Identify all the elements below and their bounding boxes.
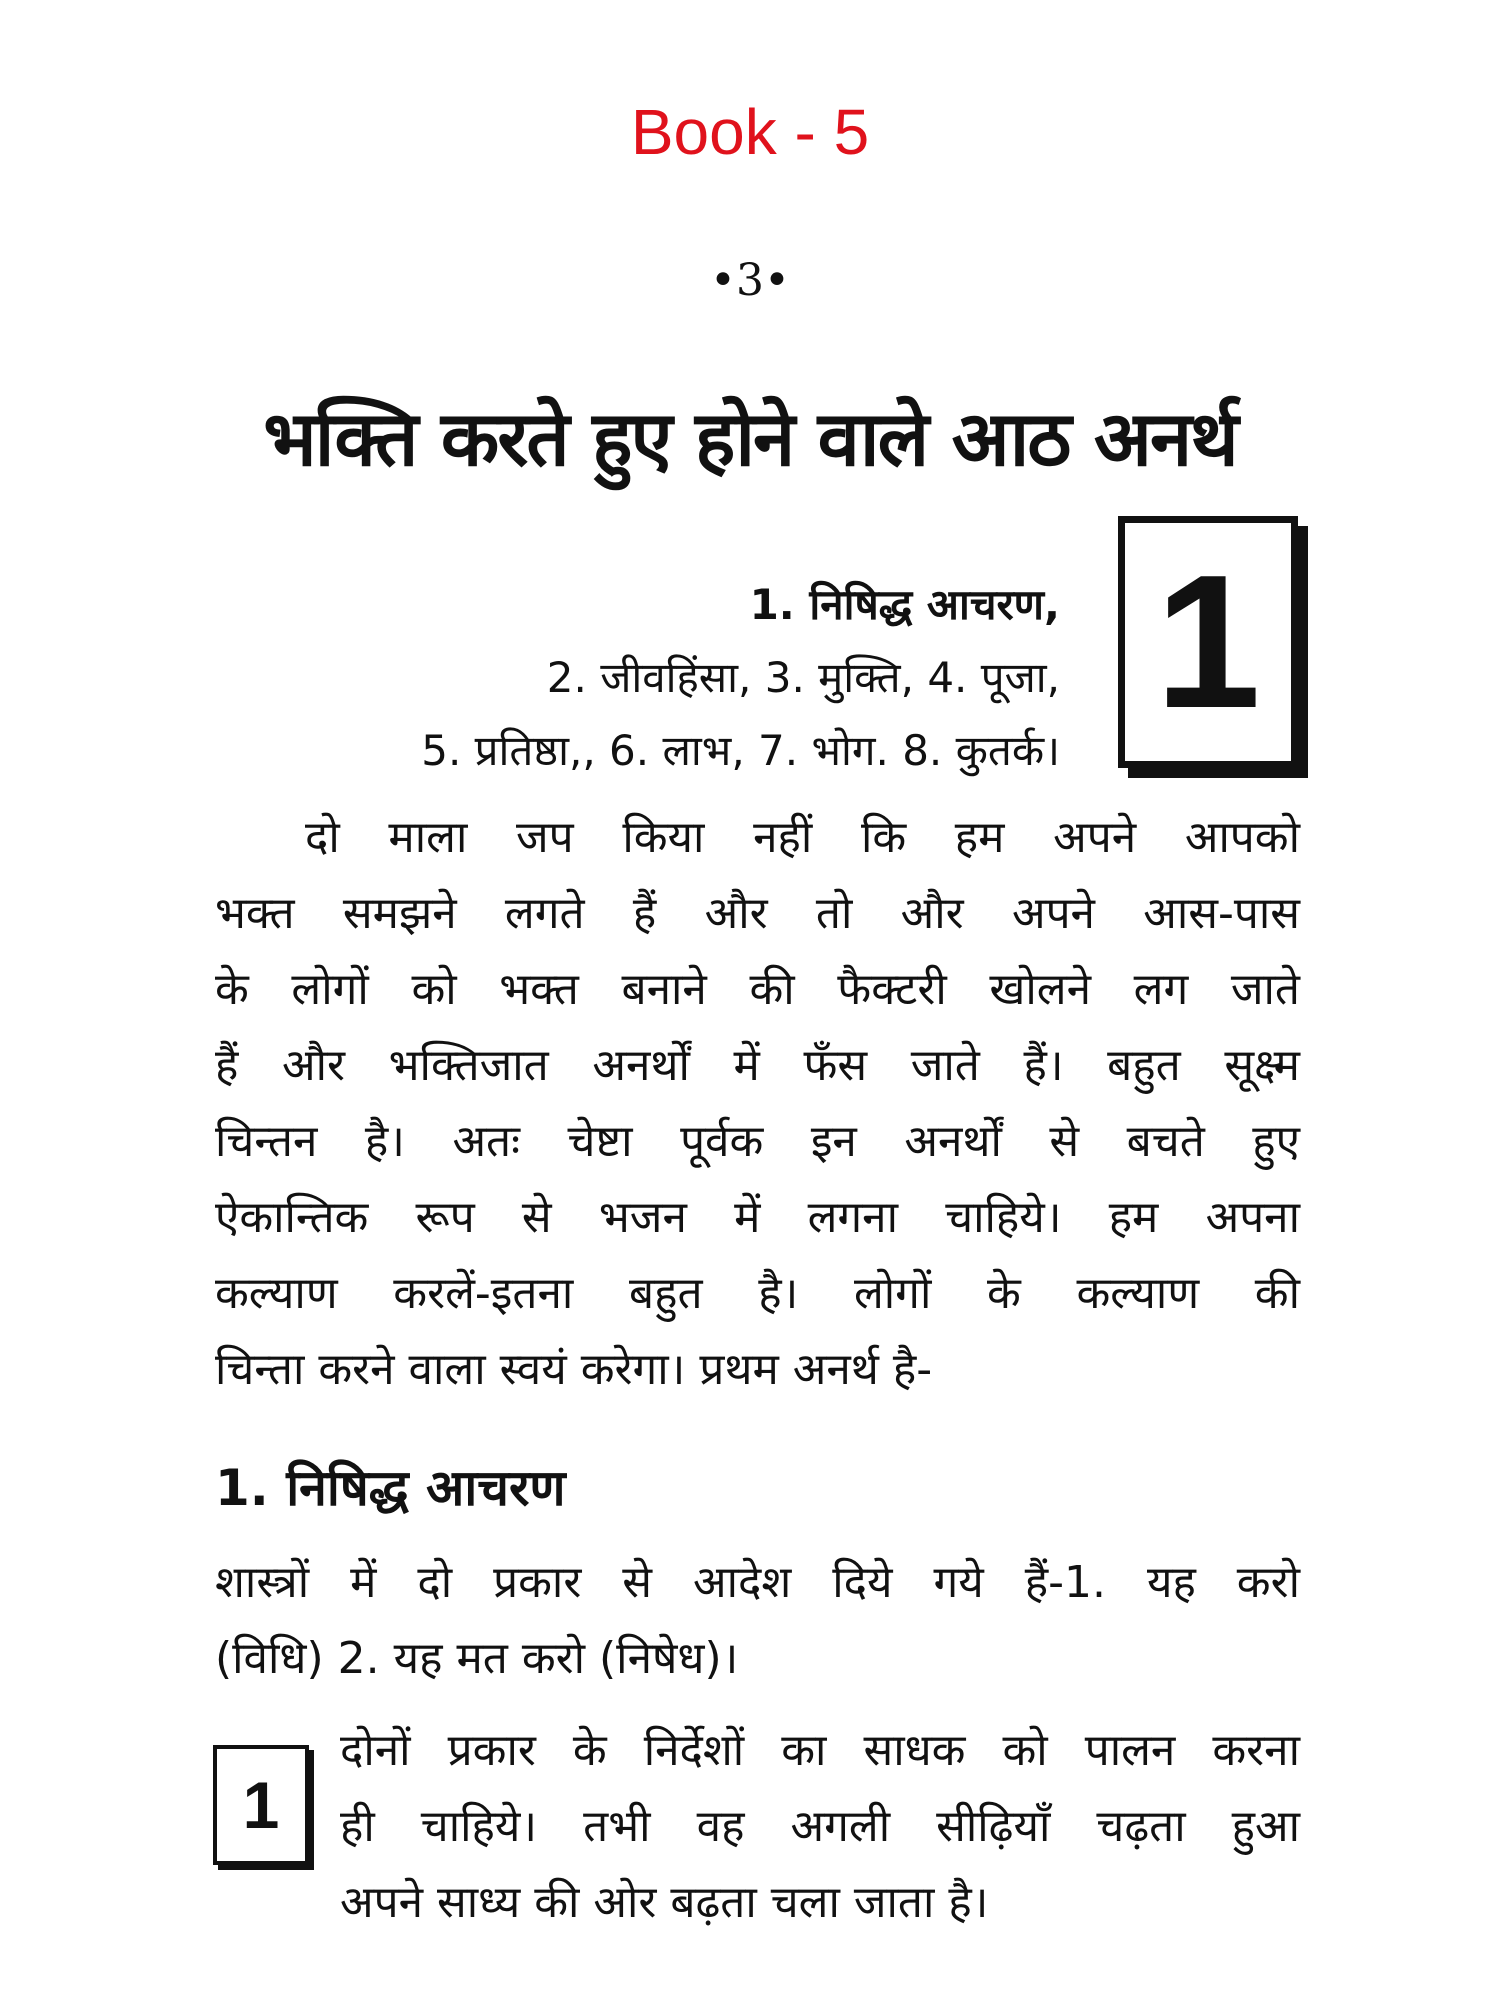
paragraph-line: चिन्तन है। अतः चेष्टा पूर्वक इन अनर्थों से बचते हुए — [215, 1116, 1300, 1167]
paragraph-line: ऐकान्तिक रूप से भजन में लगना चाहिये। हम अपना — [215, 1192, 1300, 1243]
paragraph-line: दोनों प्रकार के निर्देशों का साधक को पालन करना — [340, 1725, 1300, 1776]
paragraph-line: अपने साध्य की ओर बढ़ता चला जाता है। — [340, 1877, 989, 1928]
page-number: •3• — [710, 255, 790, 306]
paragraph-line: शास्त्रों में दो प्रकार से आदेश दिये गये हैं-1. यह करो — [215, 1557, 1300, 1608]
book-label: Book - 5 — [630, 96, 870, 168]
paragraph-line: ही चाहिये। तभी वह अगली सीढ़ियाँ चढ़ता हुआ — [340, 1801, 1300, 1852]
paragraph-line: कल्याण करलें-इतना बहुत है। लोगों के कल्याण की — [215, 1268, 1300, 1319]
point-number: 1 — [242, 1768, 280, 1842]
chapter-number: 1 — [1155, 536, 1261, 748]
paragraph-line: (विधि) 2. यह मत करो (निषेध)। — [215, 1633, 739, 1684]
paragraph-line: भक्त समझने लगते हैं और तो और अपने आस-पास — [215, 888, 1300, 939]
paragraph-line: चिन्ता करने वाला स्वयं करेगा। प्रथम अनर्थ है- — [215, 1344, 933, 1395]
point-paragraph — [340, 1713, 1300, 1941]
intro-paragraph — [215, 800, 1300, 1408]
section-heading: 1. निषिद्ध आचरण — [215, 1459, 566, 1517]
chapter-summary-line: 1. निषिद्ध आचरण, — [749, 580, 1060, 629]
chapter-summary-line: 5. प्रतिष्ठा,, 6. लाभ, 7. भोग. 8. कुतर्क। — [421, 726, 1060, 775]
paragraph-line: दो माला जप किया नहीं कि हम अपने आपको — [305, 812, 1300, 863]
chapter-title: भक्ति करते हुए होने वाले आठ अनर्थ — [263, 394, 1237, 483]
paragraph-line: हैं और भक्तिजात अनर्थों में फँस जाते हैं। बहुत सूक्ष्म — [215, 1040, 1300, 1091]
point-number-box — [213, 1745, 309, 1865]
chapter-summary-line: 2. जीवहिंसा, 3. मुक्ति, 4. पूजा, — [546, 653, 1060, 702]
chapter-number-box — [1118, 516, 1298, 768]
section-paragraph — [215, 1545, 1300, 1697]
paragraph-line: के लोगों को भक्त बनाने की फैक्टरी खोलने लग जाते — [215, 964, 1300, 1015]
